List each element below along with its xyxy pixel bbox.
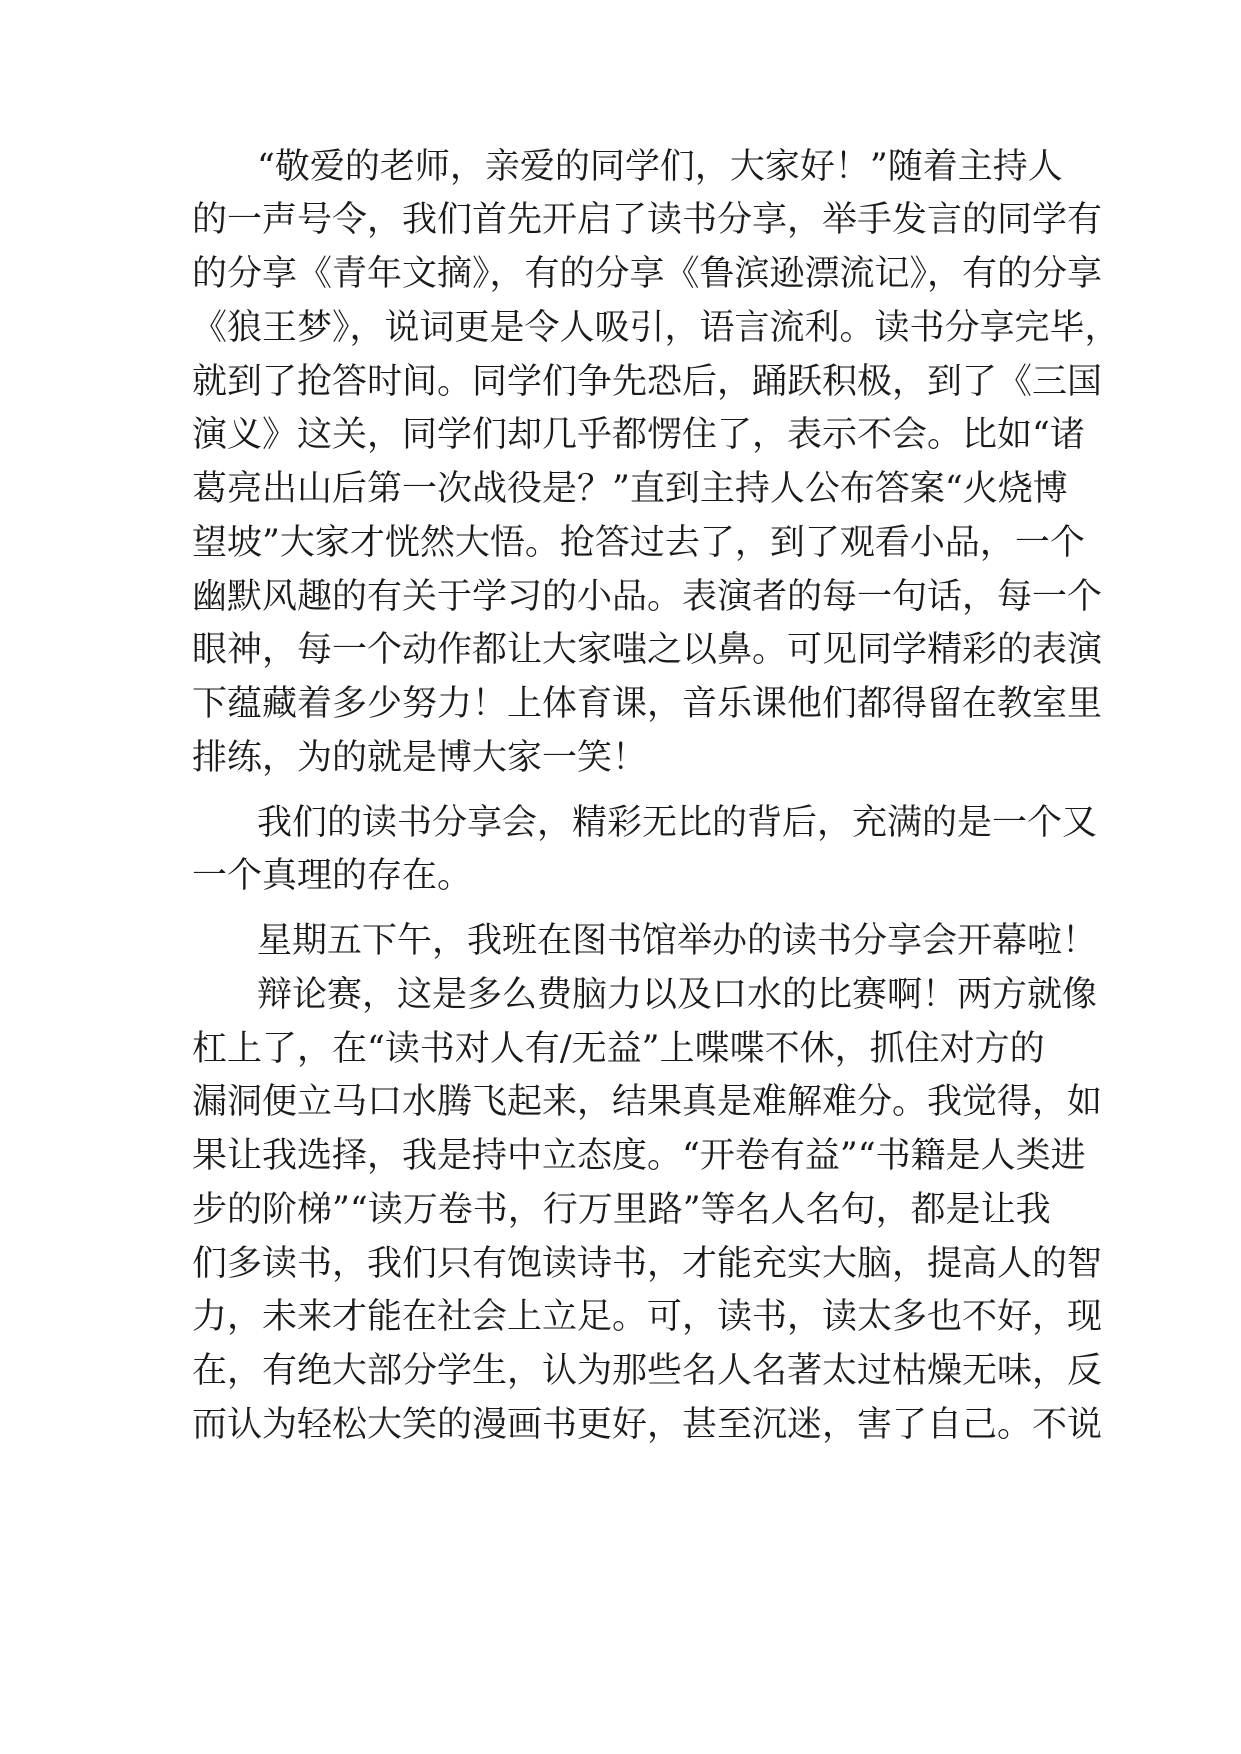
text-line: 眼神，每一个动作都让大家嗤之以鼻。可见同学精彩的表演 — [192, 630, 1103, 670]
text-line: 葛亮出山后第一次战役是？”直到主持人公布答案“火烧博 — [192, 469, 1068, 509]
text-line: 下蕴藏着多少努力！上体育课，音乐课他们都得留在教室里 — [192, 684, 1103, 724]
text-line: 就到了抢答时间。同学们争先恐后，踊跃积极，到了《三国 — [192, 362, 1103, 402]
text-line: 排练，为的就是博大家一笑！ — [192, 738, 648, 778]
text-line: 而认为轻松大笑的漫画书更好，甚至沉迷，害了自己。不说 — [192, 1405, 1103, 1445]
text-line: 们多读书，我们只有饱读诗书，才能充实大脑，提高人的智 — [192, 1244, 1103, 1284]
text-line: 一个真理的存在。 — [192, 856, 473, 896]
text-line: 幽默风趣的有关于学习的小品。表演者的每一句话，每一个 — [192, 577, 1103, 617]
text-line: 力，未来才能在社会上立足。可，读书，读太多也不好，现 — [192, 1297, 1103, 1337]
text-line: 望坡”大家才恍然大悟。抢答过去了，到了观看小品，一个 — [192, 523, 1085, 563]
text-line: 杠上了，在“读书对人有/无益”上喋喋不休，抓住对方的 — [192, 1029, 1045, 1069]
text-line: 在，有绝大部分学生，认为那些名人名著太过枯燥无味，反 — [192, 1351, 1103, 1391]
text-line: 我们的读书分享会，精彩无比的背后，充满的是一个又 — [257, 803, 1098, 843]
text-line: 果让我选择，我是持中立态度。“开卷有益”“书籍是人类进 — [192, 1136, 1086, 1176]
text-line: 演义》这关，同学们却几乎都愣住了，表示不会。比如“诸 — [192, 415, 1085, 455]
text-line: 的分享《青年文摘》，有的分享《鲁滨逊漂流记》，有的分享 — [192, 254, 1103, 294]
text-line: “敬爱的老师，亲爱的同学们，大家好！”随着主持人 — [257, 147, 1063, 187]
text-line: 步的阶梯”“读万卷书，行万里路”等名人名句，都是让我 — [192, 1190, 1051, 1230]
text-line: 《狼王梦》，说词更是令人吸引，语言流利。读书分享完毕， — [192, 308, 1120, 348]
text-line: 的一声号令，我们首先开启了读书分享，举手发言的同学有 — [192, 200, 1103, 240]
text-line: 星期五下午，我班在图书馆举办的读书分享会开幕啦！ — [257, 921, 1098, 961]
text-line: 漏洞便立马口水腾飞起来，结果真是难解难分。我觉得，如 — [192, 1082, 1103, 1122]
text-line: 辩论赛，这是多么费脑力以及口水的比赛啊！两方就像 — [257, 975, 1098, 1015]
